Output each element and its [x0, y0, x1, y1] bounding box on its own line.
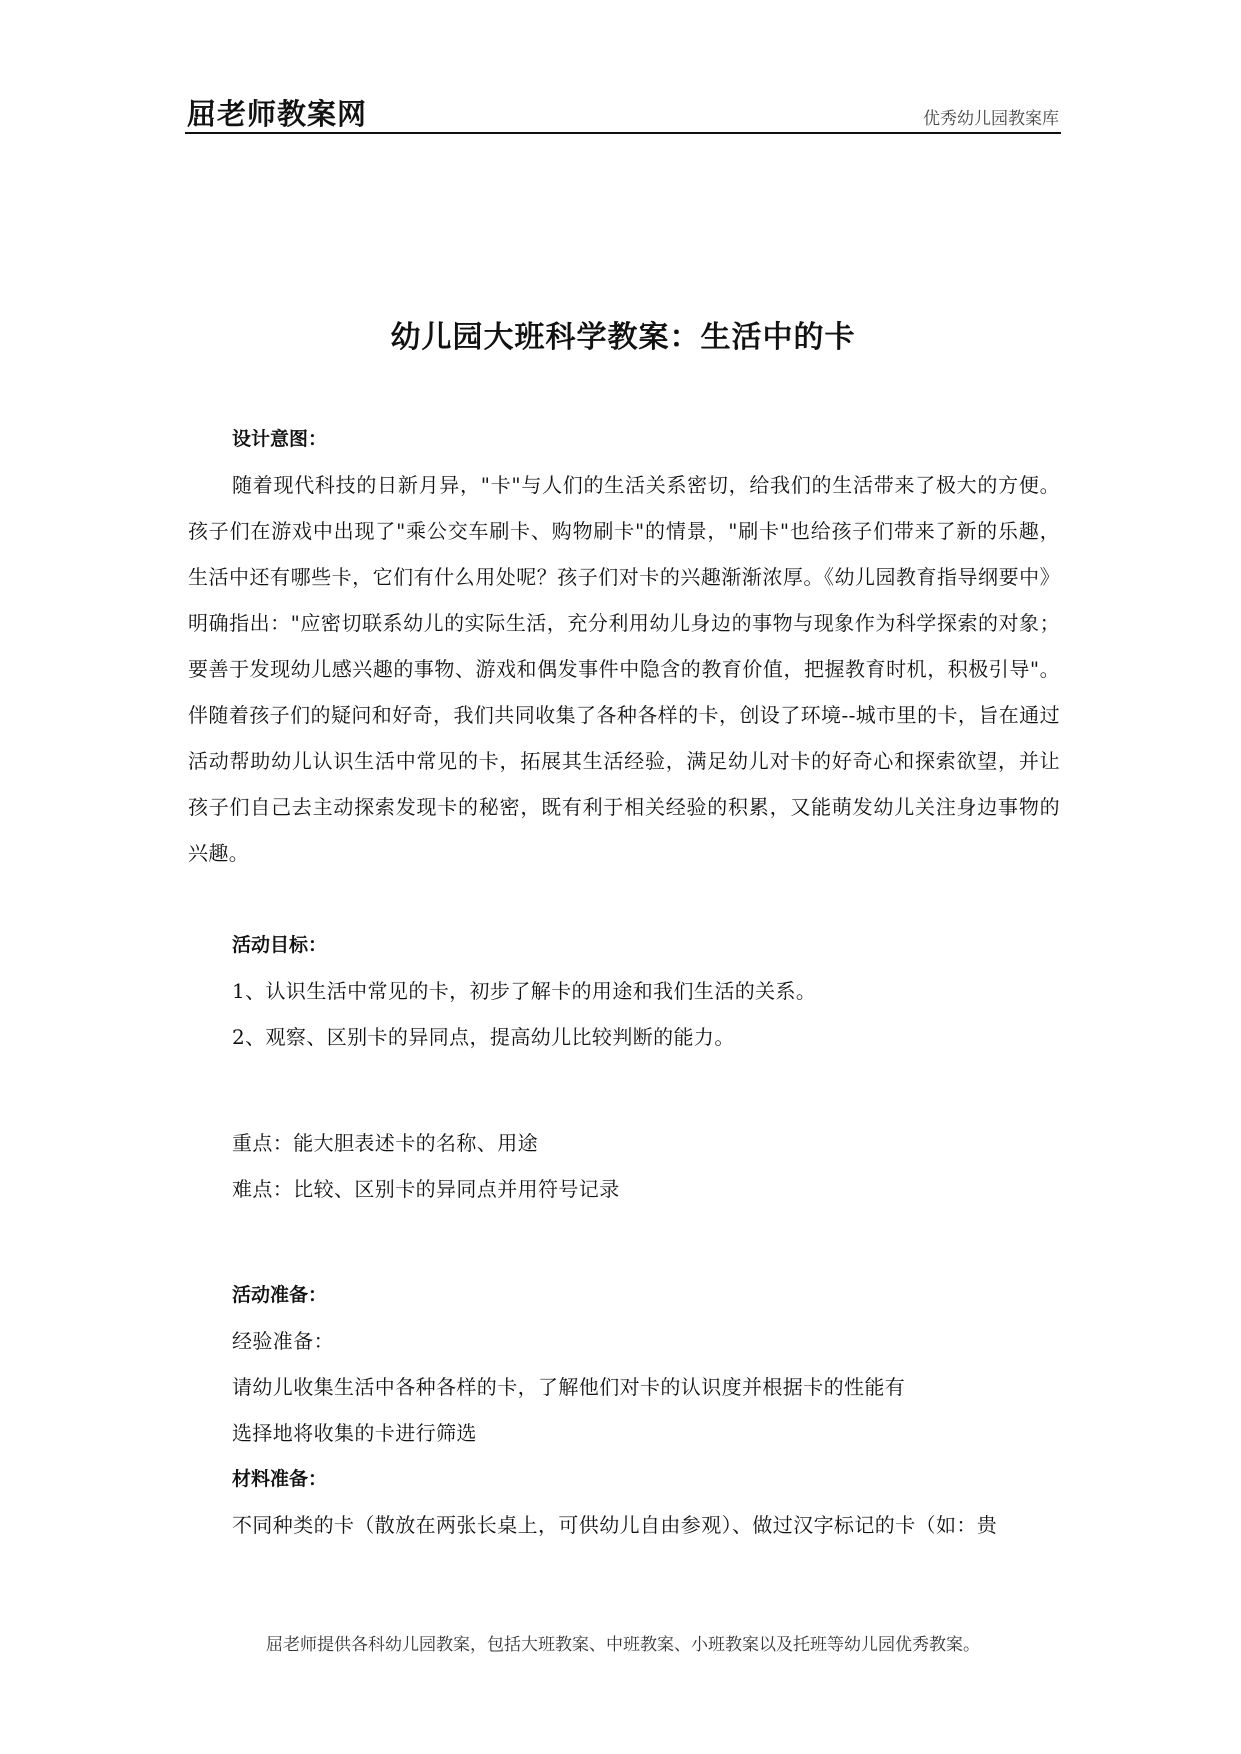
preparation-heading: 活动准备：: [232, 1284, 328, 1306]
key-point: 重点：能大胆表述卡的名称、用途: [232, 1131, 538, 1155]
page-header: [185, 86, 1061, 134]
site-tagline: 优秀幼儿园教案库: [923, 109, 1059, 129]
difficulty-point: 难点：比较、区别卡的异同点并用符号记录: [232, 1177, 620, 1201]
goal-item: 1、认识生活中常见的卡，初步了解卡的用途和我们生活的关系。: [232, 979, 817, 1003]
experience-label: 经验准备：: [232, 1329, 334, 1353]
document-title: 幼儿园大班科学教案：生活中的卡: [390, 320, 856, 355]
site-name: 屈老师教案网: [187, 97, 368, 131]
goals-heading: 活动目标：: [232, 934, 328, 956]
page-footer: 屈老师提供各科幼儿园教案，包括大班教案、中班教案、小班教案以及托班等幼儿园优秀教案。: [266, 1635, 980, 1655]
goal-item: 2、观察、区别卡的异同点，提高幼儿比较判断的能力。: [232, 1025, 735, 1049]
material-text: 不同种类的卡（散放在两张长桌上，可供幼儿自由参观）、做过汉字标记的卡（如：贵: [232, 1513, 998, 1537]
material-heading: 材料准备：: [232, 1468, 328, 1490]
experience-line: 请幼儿收集生活中各种各样的卡，了解他们对卡的认识度并根据卡的性能有: [232, 1375, 906, 1399]
design-intent-heading: 设计意图：: [232, 428, 328, 450]
design-intent-paragraph: 随着现代科技的日新月异，"卡"与人们的生活关系密切，给我们的生活带来了极大的方便。孩子们在游戏中出现了"乘公交车刷卡、购物刷卡"的情景，"刷卡"也给孩子们带来了新的乐趣，生活中还有哪些卡，它们有什么用处呢？孩子们对卡的兴趣渐渐浓厚。《幼儿园教育指导纲要中》明确指出："应密切联系幼儿的实际生活，充分利用幼儿身边的事物与现象作为科学探索的对象；要善于发现幼儿感兴趣的事物、游戏和偶发事件中隐含的教育价值，把握教育时机，积极引导"。伴随着孩子们的疑问和好奇，我们共同收集了各种各样的卡，创设了环境--城市里的卡，旨在通过活动帮助幼儿认识生活中常见的卡，拓展其生活经验，满足幼儿对卡的好奇心和探索欲望，并让孩子们自己去主动探索发现卡的秘密，既有利于相关经验的积累，又能萌发幼儿关注身边事物的兴趣。: [188, 473, 1060, 865]
experience-line: 选择地将收集的卡进行筛选: [232, 1421, 477, 1445]
document-body: [188, 416, 1060, 1548]
